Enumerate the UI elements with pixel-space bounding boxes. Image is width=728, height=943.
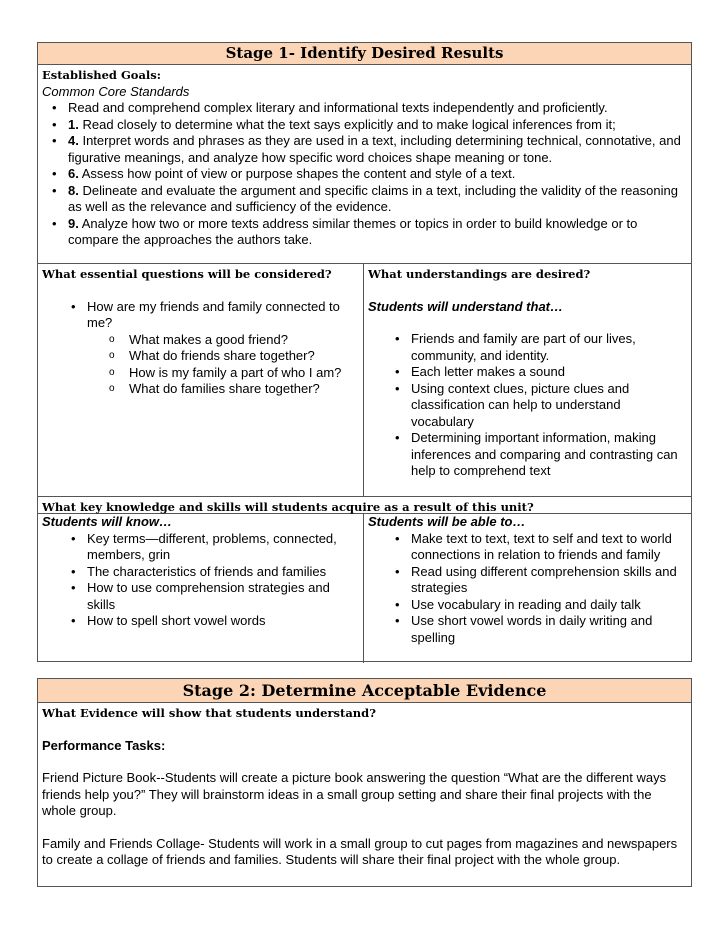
evidence-label: What Evidence will show that students understand? — [42, 706, 376, 720]
goal-item — [68, 183, 687, 216]
goal-item — [68, 166, 687, 183]
goal-text: Read closely to determine what the text says explicitly and to make logical inferences from it; — [82, 116, 616, 132]
goal-item — [68, 133, 687, 166]
goal-number: 6. — [68, 166, 79, 181]
goals-list — [68, 100, 687, 249]
goal-number: 9. — [68, 215, 79, 231]
und-intro: Students will understand that… — [368, 298, 564, 314]
eq-sub-item: o How is my family a part of who I am? — [129, 365, 359, 382]
understanding-item: • Each letter makes a sound — [411, 364, 687, 381]
essential-questions-cell — [38, 264, 364, 496]
understanding-item: • Determining important information, making inferences and comparing and contrasting can help to comprehend text — [411, 430, 687, 480]
goals-label: Established Goals: — [42, 68, 162, 82]
know-item: • The characteristics of friends and families — [87, 564, 359, 581]
und-label: What understandings are desired? — [368, 267, 591, 281]
task-family-collage: Family and Friends Collage- Students will work in a small group to cut pages from magazines and newspapers to create a collage of friends and families. Students will share their final project with the whole group. — [42, 835, 678, 867]
goal-number: 1. — [68, 116, 79, 132]
stage1-title: Stage 1- Identify Desired Results — [225, 44, 504, 62]
goal-text: Delineate and evaluate the argument and specific claims in a text, including the validity of the reasoning as well as the relevance and sufficiency of the evidence. — [68, 182, 678, 214]
standards-label: Common Core Standards — [42, 83, 190, 99]
able-intro: Students will be able to… — [368, 514, 526, 529]
performance-label: Performance Tasks: — [42, 737, 166, 753]
goal-text: Analyze how two or more texts address similar themes or topics in order to build knowledge or to compare the approaches the authors take. — [68, 215, 638, 247]
knowledge-row — [38, 514, 691, 663]
goal-text: Read and comprehend complex literary and informational texts independently and proficiently. — [68, 100, 608, 115]
able-item: • Use vocabulary in reading and daily talk — [411, 597, 687, 614]
stage1-table — [37, 42, 692, 662]
know-item: • How to use comprehension strategies and skills — [87, 580, 359, 613]
understanding-item: • Friends and family are part of our lives, community, and identity. — [411, 331, 687, 364]
goals-section — [38, 65, 691, 264]
goal-item — [68, 117, 687, 134]
eq-list — [87, 299, 359, 398]
task-friend-picture-book: Friend Picture Book--Students will create a picture book answering the question “What are the different ways friends help you?” They will brainstorm ideas in a small group setting and share their final projects with the whole group. — [42, 770, 667, 818]
know-list — [87, 531, 359, 630]
able-cell — [364, 514, 691, 663]
eq-sub-item: o What do friends share together? — [129, 348, 359, 365]
goal-item — [68, 216, 687, 249]
able-item: • Use short vowel words in daily writing and spelling — [411, 613, 687, 646]
understandings-cell — [364, 264, 691, 496]
stage2-title: Stage 2: Determine Acceptable Evidence — [182, 681, 547, 700]
know-item: • How to spell short vowel words — [87, 613, 359, 630]
ks-label: What key knowledge and skills will students acquire as a result of this unit? — [42, 500, 534, 514]
able-item: • Make text to text, text to self and text to world connections in relation to friends and family — [411, 531, 687, 564]
list-item — [87, 299, 359, 398]
eq-sublist — [129, 332, 359, 398]
knowledge-skills-header — [38, 497, 691, 514]
questions-row — [38, 264, 691, 497]
eq-label: What essential questions will be considered? — [42, 267, 332, 281]
know-cell — [38, 514, 364, 663]
goal-text: Interpret words and phrases as they are used in a text, including determining technical, connotative, and figurative meanings, and analyze how specific word choices shape meaning or tone. — [68, 133, 681, 165]
stage1-header — [38, 43, 691, 65]
stage2-header — [38, 679, 691, 703]
goal-number: 8. — [68, 182, 79, 198]
goal-item — [68, 100, 687, 117]
stage2-table — [37, 678, 692, 887]
eq-main: How are my friends and family connected to me? — [87, 298, 340, 330]
able-item: • Read using different comprehension skills and strategies — [411, 564, 687, 597]
goal-text: Assess how point of view or purpose shapes the content and style of a text. — [81, 166, 516, 181]
goal-number: 4. — [68, 133, 79, 148]
able-list — [411, 531, 687, 647]
understandings-list — [411, 331, 687, 480]
eq-sub-item: o What do families share together? — [129, 381, 359, 398]
evidence-section — [38, 703, 691, 869]
know-intro: Students will know… — [42, 514, 173, 529]
understanding-item: • Using context clues, picture clues and classification can help to understand vocabulary — [411, 381, 687, 431]
eq-sub-item: o What makes a good friend? — [129, 332, 359, 349]
know-item: • Key terms—different, problems, connected, members, grin — [87, 531, 359, 564]
